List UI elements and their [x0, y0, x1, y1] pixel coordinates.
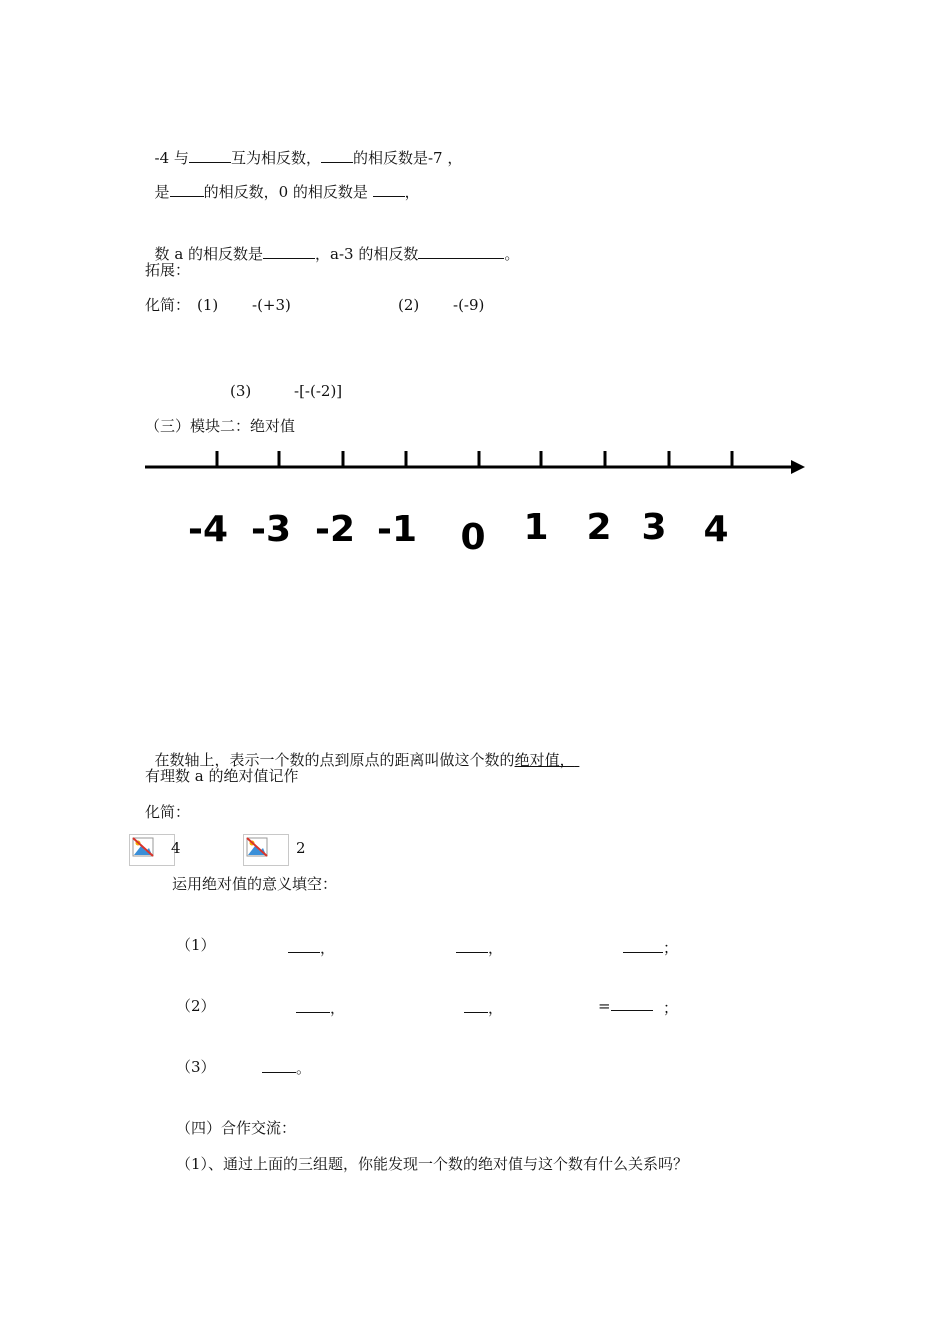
- simplify-label: 化简：: [145, 803, 191, 821]
- row-end: ；: [663, 999, 679, 1017]
- fill-item: ，: [296, 998, 345, 1018]
- number-line: [0, 0, 950, 570]
- number-line-label: -2: [315, 509, 355, 550]
- section-heading: （三）模块二：绝对值: [145, 417, 296, 435]
- number-line-label: 0: [460, 517, 486, 558]
- notation-line: 有理数 a 的绝对值记作: [145, 767, 299, 785]
- number-line-label: -1: [377, 509, 417, 550]
- text-segment: ，a-3 的相反数: [315, 245, 419, 263]
- broken-image-icon: [243, 834, 289, 866]
- fill-item: =: [598, 996, 653, 1016]
- item-number: (1): [197, 296, 219, 314]
- text-segment: 是: [154, 183, 170, 201]
- number-line-arrow: [791, 460, 805, 474]
- image-placeholder-icon: [132, 837, 154, 857]
- number-line-label: 2: [586, 507, 612, 548]
- expression: -(-9): [453, 296, 485, 314]
- question-text: （1）、通过上面的三组题，你能发现一个数的绝对值与这个数有什么关系吗？: [176, 1155, 689, 1173]
- number-line-label: 3: [641, 507, 667, 548]
- expand-label: 拓展：: [145, 261, 191, 279]
- row-number: （2）: [176, 997, 216, 1015]
- text-segment: ，: [404, 183, 420, 201]
- answer-blank[interactable]: [288, 938, 320, 953]
- fill-item: 。: [262, 1058, 311, 1078]
- expression: -[-(-2)]: [294, 382, 343, 400]
- row-number: （1）: [176, 936, 216, 954]
- answer-blank[interactable]: [456, 938, 488, 953]
- fill-item: ；: [623, 938, 678, 958]
- row-number: （3）: [176, 1058, 216, 1076]
- item-number: (3): [230, 382, 252, 400]
- answer-blank[interactable]: [464, 998, 488, 1013]
- simplify-label: 化简：: [145, 296, 191, 314]
- definition-text: 在数轴上，表示一个数的点到原点的距离叫做这个数的: [154, 751, 515, 769]
- answer-blank[interactable]: [296, 998, 330, 1013]
- text-segment: 的相反数是-7 ，: [352, 149, 463, 167]
- fill-item: ，: [464, 998, 503, 1018]
- answer-blank[interactable]: [623, 938, 663, 953]
- answer-blank[interactable]: [262, 1058, 296, 1073]
- number-line-label: -3: [251, 509, 291, 550]
- answer-blank[interactable]: [611, 996, 653, 1011]
- number-line-label: 1: [523, 507, 549, 548]
- abs-value-operand: 4: [171, 839, 181, 857]
- text-segment: 。: [504, 245, 520, 263]
- fill-item: ，: [288, 938, 335, 958]
- definition-term: 绝对值，: [514, 751, 575, 769]
- number-line-label: -4: [188, 509, 228, 550]
- item-number: (2): [398, 296, 420, 314]
- image-placeholder-icon: [246, 837, 268, 857]
- section-heading: （四）合作交流：: [176, 1119, 297, 1137]
- text-segment: 的相反数，0 的相反数是: [203, 183, 368, 201]
- number-line-label: 4: [703, 509, 729, 550]
- text-segment: 数 a 的相反数是: [154, 245, 264, 263]
- text-segment: 互为相反数，: [230, 149, 321, 167]
- definition-line: [145, 730, 579, 770]
- abs-value-operand: 2: [296, 839, 306, 857]
- fill-item: ，: [456, 938, 503, 958]
- broken-image-icon: [129, 834, 175, 866]
- expression: -(+3): [252, 296, 291, 314]
- text-segment: -4 与: [154, 149, 189, 167]
- fill-intro: 运用绝对值的意义填空：: [172, 875, 338, 893]
